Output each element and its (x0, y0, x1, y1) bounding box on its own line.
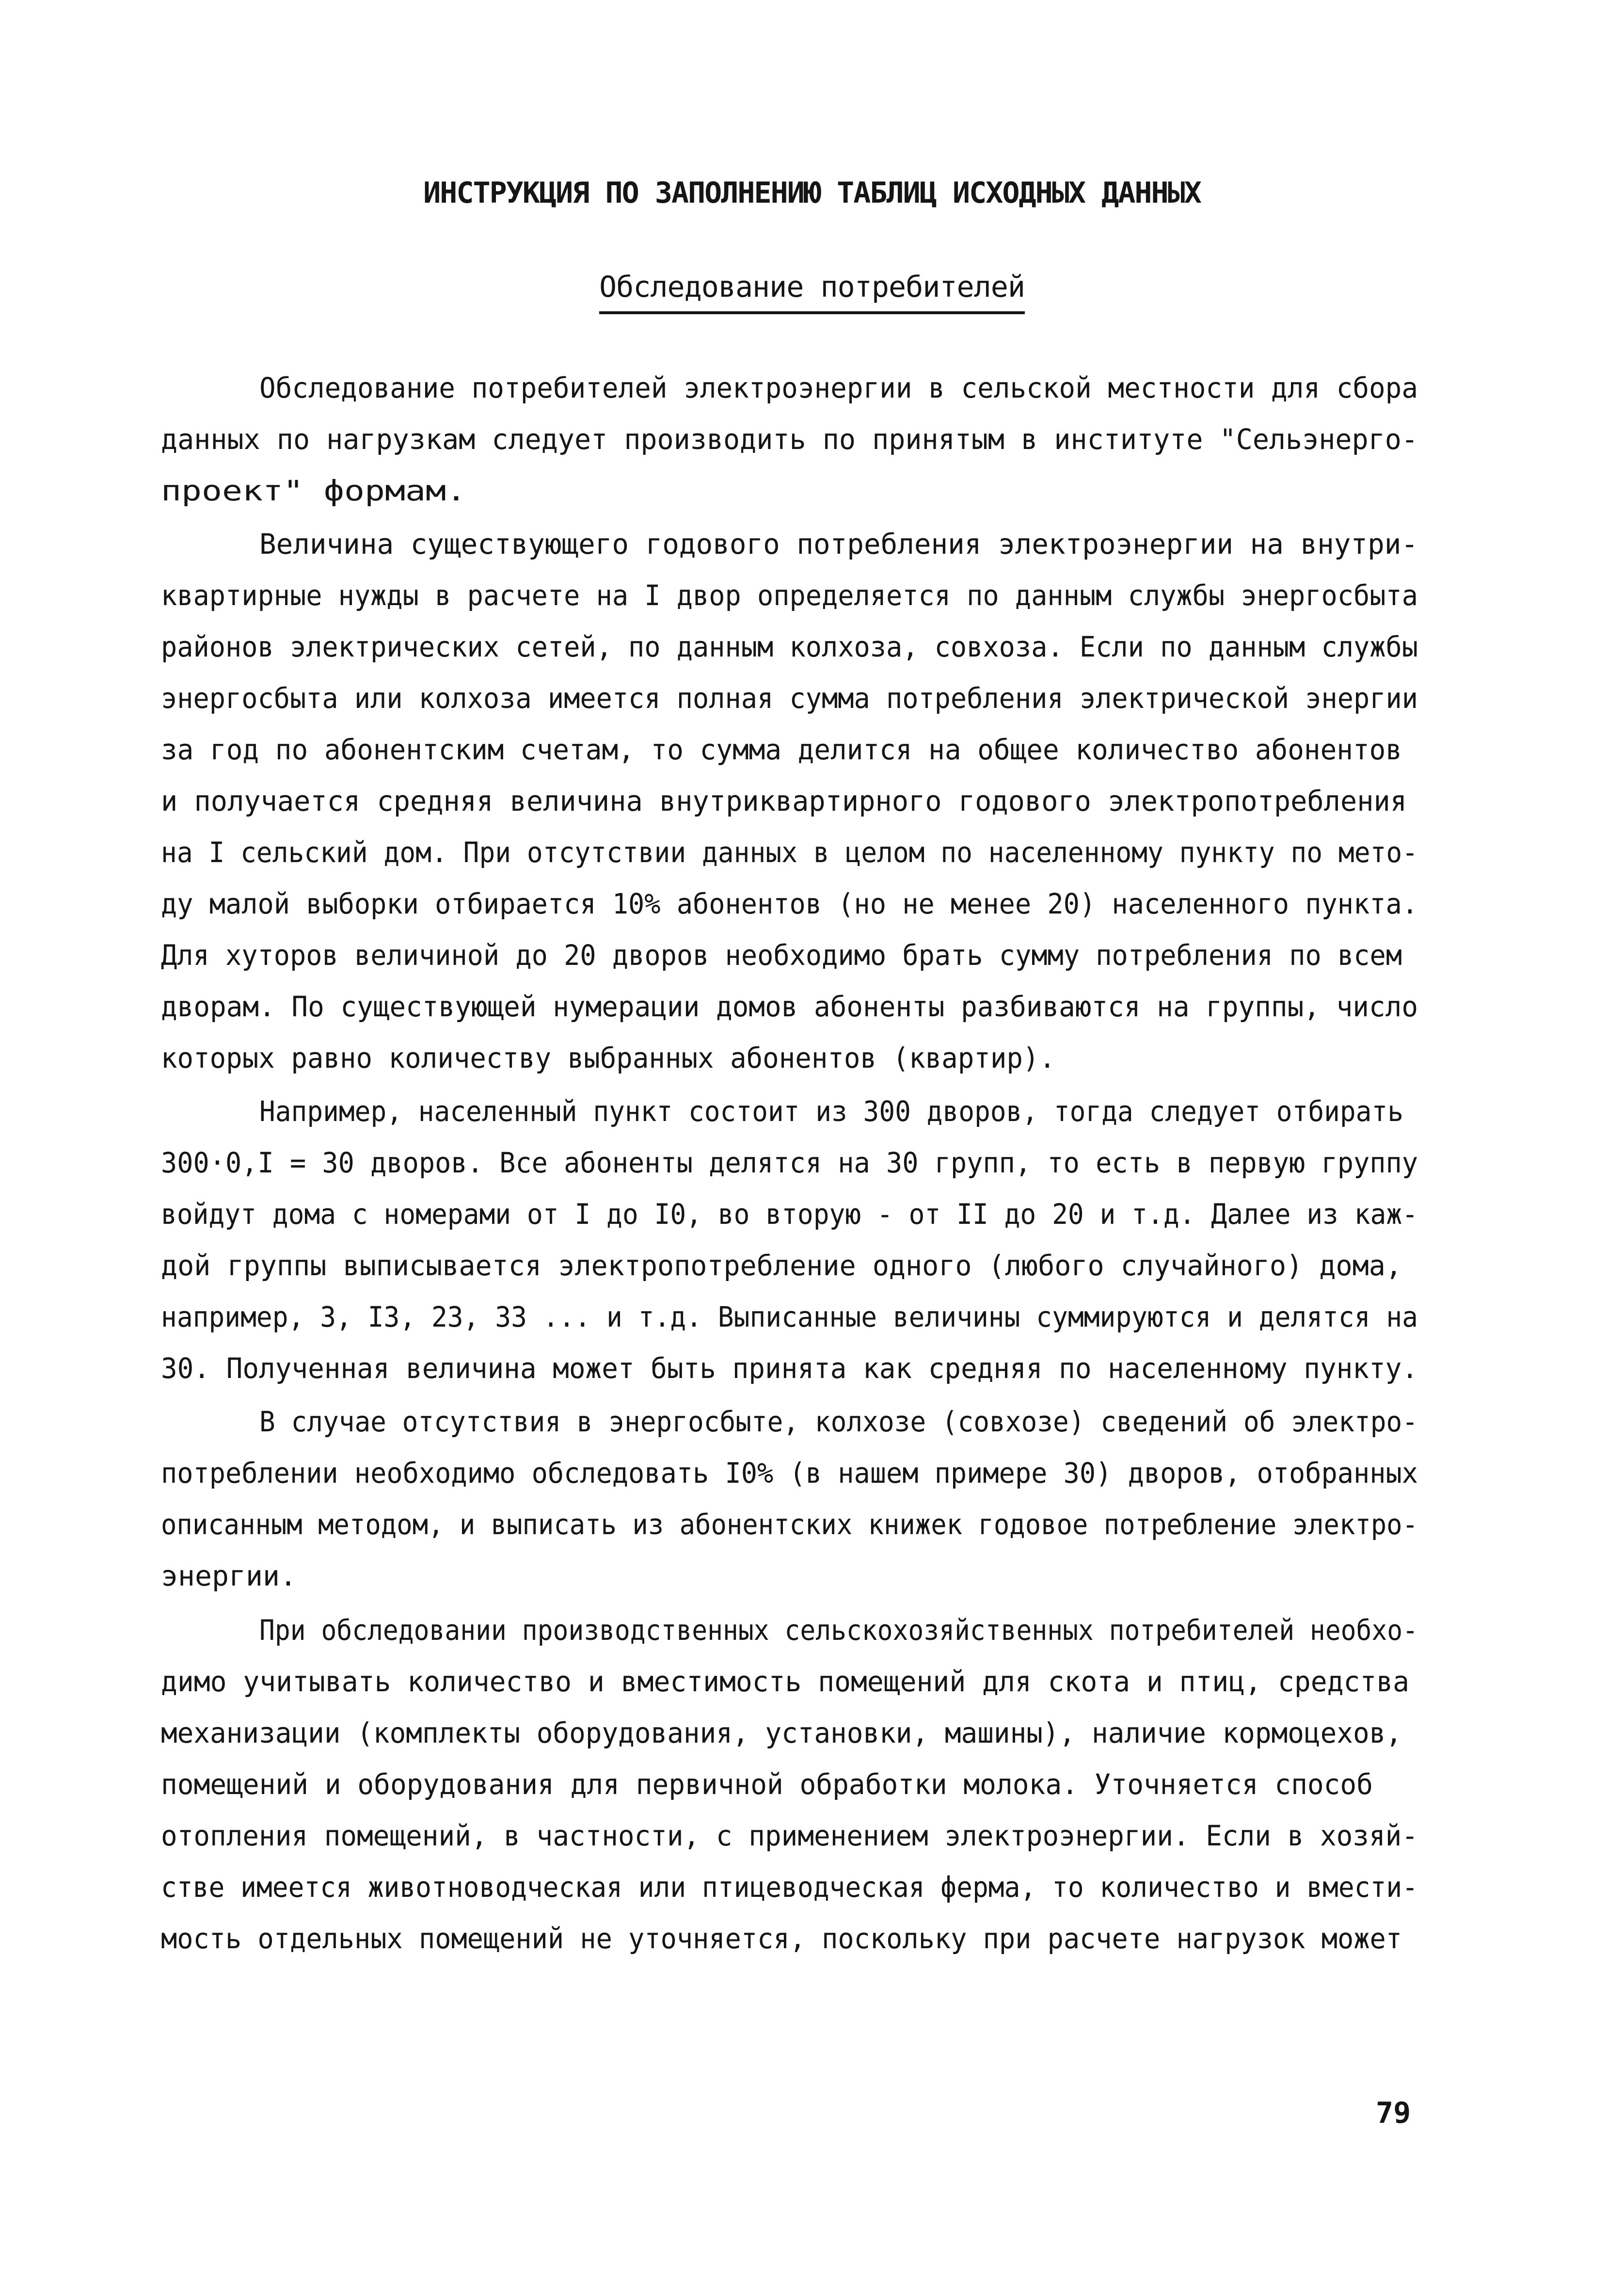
body-line: данных по нагрузкам следует производить по принятым в институте "Сельэнерго- (161, 423, 1418, 456)
body-line: стве имеется животноводческая или птицеводческая ферма, то количество и вмести- (161, 1871, 1418, 1904)
body-line: районов электрических сетей, по данным колхоза, совхоза. Если по данным службы (161, 630, 1418, 663)
body-line: на I сельский дом. При отсутствии данных в целом по населенному пункту по мето- (161, 836, 1418, 869)
document-title: ИНСТРУКЦИЯ ПО ЗАПОЛНЕНИЮ ТАБЛИЦ ИСХОДНЫХ ДАННЫХ (423, 176, 1201, 210)
body-line: которых равно количеству выбранных абонентов (квартир). (161, 1042, 1055, 1074)
body-line: отопления помещений, в частности, с применением электроэнергии. Если в хозяй- (161, 1819, 1418, 1852)
body-line: 30. Полученная величина может быть принята как средняя по населенному пункту. (161, 1352, 1418, 1385)
body-line: Например, населенный пункт состоит из 300 дворов, тогда следует отбирать (259, 1095, 1403, 1128)
body-line: проект" формам. (161, 474, 466, 507)
section-title-text: Обследование потребителей (599, 268, 1025, 314)
body-line: квартирные нужды в расчете на I двор определяется по данным службы энергосбыта (161, 579, 1418, 612)
body-line: мость отдельных помещений не уточняется, поскольку при расчете нагрузок может (161, 1922, 1402, 1955)
body-line: Для хуторов величиной до 20 дворов необходимо брать сумму потребления по всем (161, 939, 1402, 972)
body-line: за год по абонентским счетам, то сумма делится на общее количество абонентов (161, 733, 1402, 766)
body-line: ду малой выборки отбирается 10% абонентов (но не менее 20) населенного пункта. (161, 887, 1418, 920)
body-line: потреблении необходимо обследовать I0% (в нашем примере 30) дворов, отобранных (161, 1457, 1418, 1490)
body-line: и получается средняя величина внутриквартирного годового электропотребления (161, 785, 1407, 817)
body-line: энергосбыта или колхоза имеется полная сумма потребления электрической энергии (161, 682, 1418, 715)
body-line: войдут дома с номерами от I до I0, во вторую - от II до 20 и т.д. Далее из каж- (161, 1198, 1418, 1231)
section-title (0, 268, 1624, 314)
body-line: например, 3, I3, 23, 33 ... и т.д. Выписанные величины суммируются и делятся на (161, 1300, 1418, 1333)
body-line: механизации (комплекты оборудования, установки, машины), наличие кормоцехов, (161, 1716, 1402, 1749)
body-line: описанным методом, и выписать из абонентских книжек годовое потребление электро- (161, 1508, 1418, 1541)
body-line: димо учитывать количество и вместимость помещений для скота и птиц, средства (161, 1665, 1409, 1698)
body-line: При обследовании производственных сельскохозяйственных потребителей необхо- (259, 1614, 1418, 1647)
body-line: дворам. По существующей нумерации домов абоненты разбиваются на группы, число (161, 990, 1418, 1023)
body-line: 300·0,I = 30 дворов. Все абоненты делятся на 30 групп, то есть в первую группу (161, 1146, 1418, 1179)
body-line: В случае отсутствия в энергосбыте, колхозе (совхозе) сведений об электро- (259, 1405, 1418, 1438)
body-line: энергии. (161, 1559, 297, 1592)
body-line: Величина существующего годового потребления электроэнергии на внутри- (259, 528, 1418, 561)
body-line: дой группы выписывается электропотребление одного (любого случайного) дома, (161, 1249, 1402, 1282)
body-line: помещений и оборудования для первичной обработки молока. Уточняется способ (161, 1768, 1373, 1801)
page-number: 79 (1376, 2096, 1411, 2130)
body-line: Обследование потребителей электроэнергии в сельской местности для сбора (259, 371, 1418, 404)
